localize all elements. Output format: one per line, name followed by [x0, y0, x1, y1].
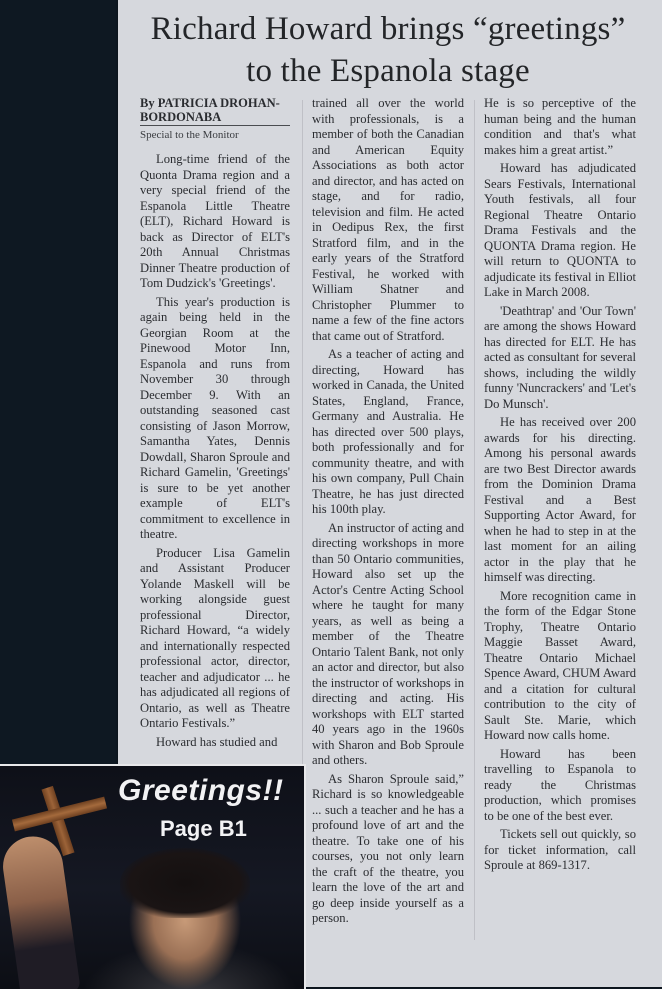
paragraph: 'Deathtrap' and 'Our Town' are among the shows Howard has directed for ELT. He has acted as consultant for several shows, including the wildly funny 'Nuncrackers' and 'Let's Do Munsch'. [484, 303, 636, 411]
paragraph: He has received over 200 awards for his directing. Among his personal awards are two Best Director awards from the Dominion Drama Festival and a Best Supporting Actor Award, for when he had to step in at the last moment for an ailing actor in the play that he himself was directing. [484, 415, 636, 584]
article-column-1 [140, 96, 290, 753]
paragraph: Producer Lisa Gamelin and Assistant Producer Yolande Maskell will be working alongside guest professional Director, Richard Howard, “a widely and internationally respected professional actor, director, teacher and adjudicator ... he has adjudicated all regions of Ontario, as well as Theatre Ontario Festivals.” [140, 545, 290, 730]
paragraph: Howard has adjudicated Sears Festivals, International Youth festivals, all four Regional Theatre Ontario Drama Festivals and the QUONTA Drama region. He will return to QUONTA to adjudicate its festival in Elliot Lake in March 2008. [484, 161, 636, 299]
paragraph: trained all over the world with professionals, is a member of both the Canadian and American Equity Associations as both actor and director, and has acted on stage, and for radio, television and film. He acted in Oedipus Rex, the first Stratford film, and in the early years of the Stratford Festival, he worked with William Shatner and Christopher Plummer to name a few of the fine actors that came out of Stratford. [312, 96, 464, 343]
byline-line-2: BORDONABA [140, 110, 222, 124]
photo-page-ref: Page B1 [160, 816, 247, 841]
headline-line-2: to the Espanola stage [246, 53, 530, 89]
headline-line-1: Richard Howard brings “greetings” [150, 11, 626, 47]
raised-arm [0, 833, 81, 989]
promo-photo [0, 764, 306, 989]
paragraph: Long-time friend of the Quonta Drama region and a very special friend of the Espanola Little Theatre (ELT), Richard Howard is back as Director of ELT's 20th Annual Christmas Dinner Theatre production of Tom Dudzick's 'Greetings'. [140, 152, 290, 290]
byline [140, 96, 290, 126]
article-column-2 [312, 96, 464, 930]
paragraph: Tickets sell out quickly, so for ticket information, call Sproule at 869-1317. [484, 827, 636, 872]
article-column-3 [484, 96, 636, 877]
photo-title: Greetings!! [118, 774, 284, 807]
paragraph: An instructor of acting and directing workshops in more than 50 Ontario communities, Howard also set up the Actor's Centre Acting School where he taught for many years, as well as being a member of the Theatre Ontario Talent Bank, not only an actor and director, but also the instructor of workshops in directing and acting. His workshops with ELT started 40 years ago in the 1960s with Sharon and Bob Sproule and others. [312, 520, 464, 767]
byline-credit: Special to the Monitor [140, 129, 239, 141]
paragraph: As a teacher of acting and directing, Howard has worked in Canada, the United States, England, France, Germany and Australia. He has directed over 500 plays, both professionally and for community theatre, and with his own company, Pull Chain Theatre, he has just directed his 100th play. [312, 347, 464, 516]
paragraph: This year's production is again being held in the Georgian Room at the Pinewood Motor Inn, Espanola and runs from November 30 through December 9. With an outstanding seasoned cast consisting of Jason Morrow, Samantha Yates, Dennis Dowdall, Sharon Sproule and Richard Gamelin, 'Greetings' is sure to be yet another example of ELT's commitment to excellence in theatre. [140, 294, 290, 541]
column-rule [474, 100, 475, 940]
paragraph: More recognition came in the form of the Edgar Stone Trophy, Theatre Ontario Maggie Basset Award, Theatre Ontario Michael Spence Award, CHUM Award and a citation for cultural contribution to the city of Sault Ste. Marie, which Howard now calls home. [484, 588, 636, 742]
paragraph: He is so perceptive of the human being and the human condition and that's what makes him a great artist.” [484, 96, 636, 157]
paragraph: As Sharon Sproule said,” Richard is so knowledgeable ... such a teacher and he has a profound love of art and the theatre. To take one of his courses, you not only learn the craft of the theatre, you learn the love of the art and go deep inside yourself as a person. [312, 771, 464, 925]
byline-line-1: By PATRICIA DROHAN- [140, 96, 280, 110]
actor-hair [120, 848, 250, 918]
paragraph: Howard has been travelling to Espanola to ready the Christmas production, which promises to be one of the best ever. [484, 746, 636, 823]
article-headline [128, 8, 648, 92]
paragraph: Howard has studied and [156, 734, 278, 749]
